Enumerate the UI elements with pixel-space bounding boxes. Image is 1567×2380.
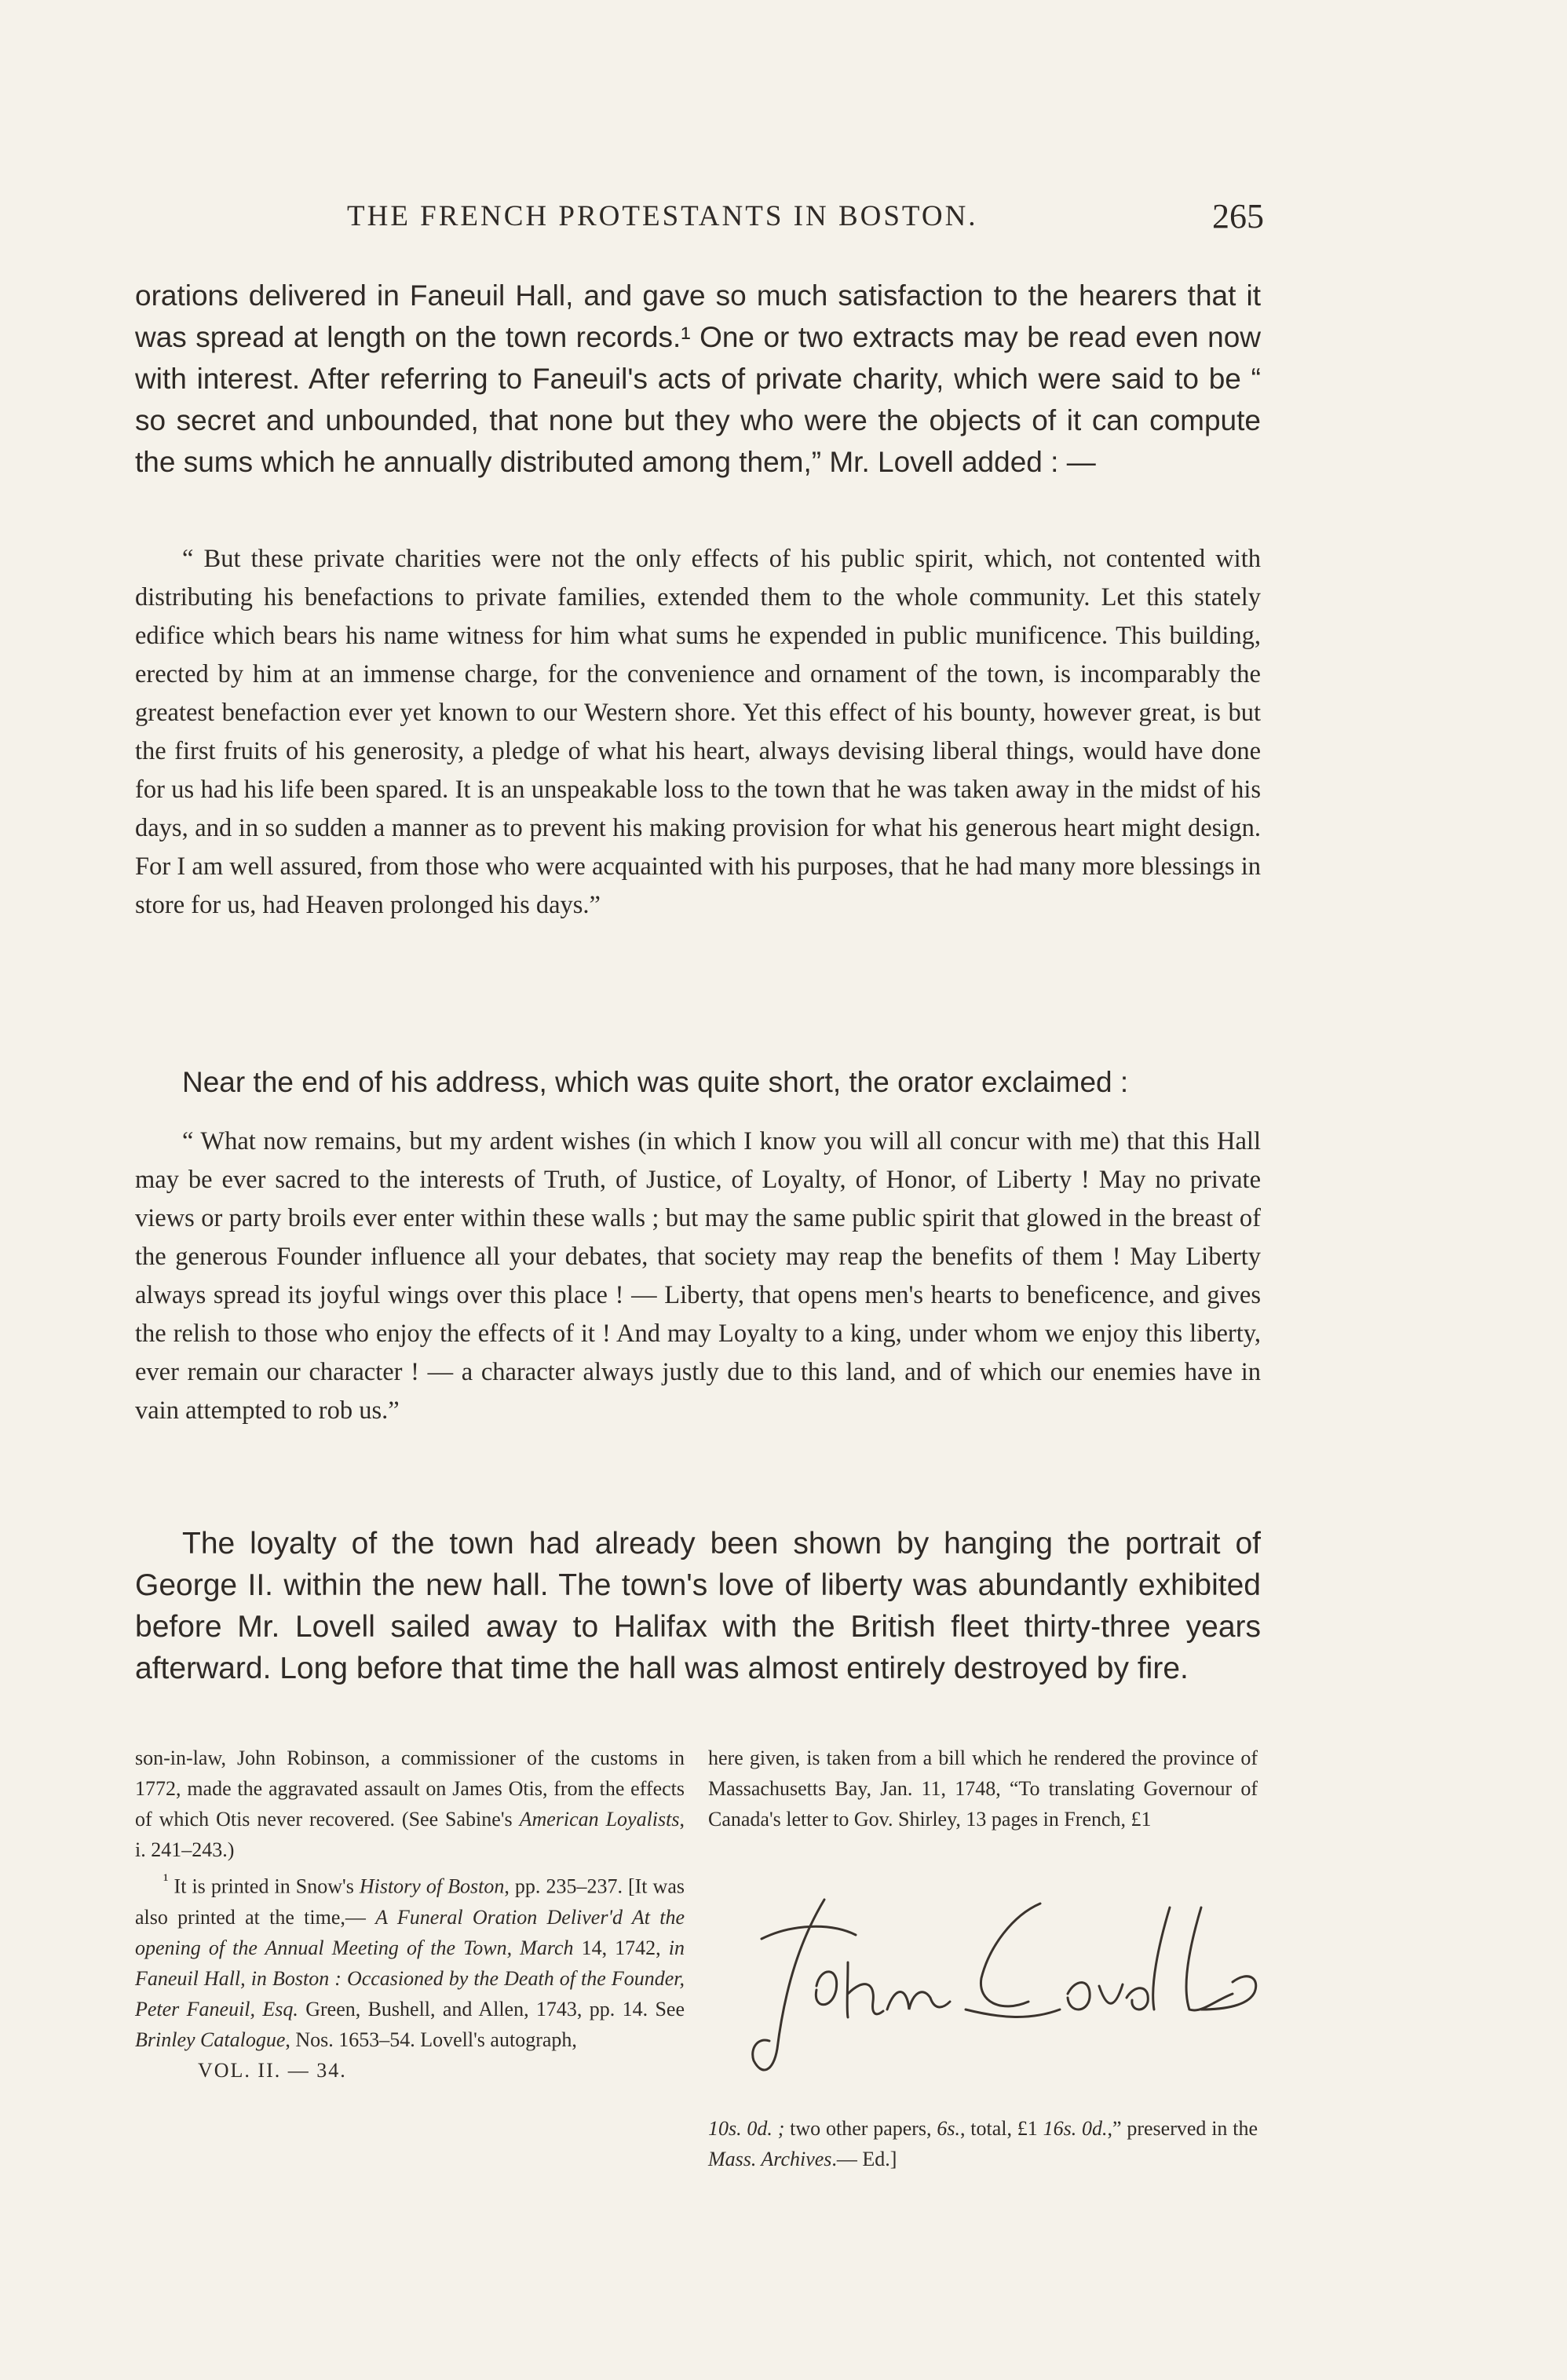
footnote-1: $^{^1}$ It is printed in Snow's History of Boston, pp. 235–237. [It was also printed at the time,— A Funeral Oration Deliver'd At the opening of the Annual Meeting of the Town, March 14, 1742, in Faneuil Hall, in Boston : Occasioned by the Death of the Founder, Peter Faneuil, Esq. Green, Bushell, and Allen, 1743, pp. 14. See Brinley Catalogue, Nos. 1653–54. Lovell's autograph, xyxy=(135,1871,685,2051)
quote-exclamation: “ What now remains, but my ardent wishes (in which I know you will all concur with me) that this Hall may be ever sacred to the interests of Truth, of Justice, of Loyalty, of Honor, of Liberty ! May no private views or party broils ever enter within these walls ; but may the same public spirit that glowed in the breast of the generous Founder influence all your debates, that society may reap the benefits of them ! May Liberty always spread its joyful wings over this place ! — Liberty, that opens men's hearts to beneficence, and gives the relish to those who enjoy the effects of it ! And may Loyalty to a king, under whom we enjoy this liberty, ever remain our character ! — a character always justly due to this land, and of which our enemies have in vain attempted to rob us.” xyxy=(135,1127,1261,1425)
quote-eulogy: “ But these private charities were not the only effects of his public spirit, which, not contented with distributing his benefactions to private families, extended them to the whole community. Let this stately edifice which bears his name witness for him what sums he expended in public munificence. This building, erected by him at an immense charge, for the convenience and ornament of the town, is incomparably the greatest benefaction ever yet known to our Western shore. Yet this effect of his bounty, however great, is but the first fruits of his generosity, a pledge of what his heart, always devising liberal things, would have done for us had his life been spared. It is an unspeakable loss to the town that he was taken away in the midst of his days, and in so sudden a manner as to prevent his making provision for what his generous heart might design. For I am well assured, from those who were acquainted with his purposes, that he had many more blessings in store for us, had Heaven prolonged his days.” xyxy=(135,545,1261,919)
closing-block xyxy=(135,1523,1261,1689)
page-number: 265 xyxy=(1212,197,1264,235)
footnote-continuation-right: here given, is taken from a bill which he rendered the province of Massachusetts Bay, Jan. 11, 1748, “To translating Governour of Canada's letter to Gov. Shirley, 13 pages in French, £1 xyxy=(708,1747,1258,1831)
footnote-tail-right xyxy=(708,2113,1258,2174)
footnotes-left-column xyxy=(135,1743,685,2086)
footnotes-right-column xyxy=(708,1743,1258,1834)
paragraph-transition: Near the end of his address, which was quite short, the orator exclaimed : xyxy=(182,1066,1129,1098)
autograph-icon xyxy=(730,1892,1272,2088)
paragraph-closing: The loyalty of the town had already been shown by hanging the portrait of George II. within the new hall. The town's love of liberty was abundantly exhibited before Mr. Lovell sailed away to Halifax with the British fleet thirty-three years afterward. Long before that time the hall was almost entirely destroyed by fire. xyxy=(135,1527,1261,1685)
quotation-block-1 xyxy=(135,540,1261,925)
quotation-block-2 xyxy=(135,1122,1261,1430)
page-header xyxy=(165,196,1264,243)
footnote-continuation: son-in-law, John Robinson, a commissioner of the customs in 1772, made the aggravated assault on James Otis, from the effects of which Otis never recovered. (See Sabine's American Loyalists, i. 241–243.) xyxy=(135,1747,685,1861)
main-text xyxy=(135,275,1261,483)
paragraph-intro: orations delivered in Faneuil Hall, and gave so much satisfaction to the hearers that it was spread at length on the town records.¹ One or two extracts may be read even now with interest. After referring to Faneuil's acts of private charity, which were said to be “ so secret and unbounded, that none but they who were the objects of it can compute the sums which he annually distributed among them,” Mr. Lovell added : — xyxy=(135,279,1261,478)
signature-autograph xyxy=(730,1892,1272,2088)
footnote-tail-text: 10s. 0d. ; two other papers, 6s., total, £1 16s. 0d.,” preserved in the Mass. Archives.— Ed.] xyxy=(708,2117,1258,2170)
running-head: THE FRENCH PROTESTANTS IN BOSTON. xyxy=(347,200,978,232)
volume-signature-mark: VOL. II. — 34. xyxy=(198,2058,347,2082)
transition-block xyxy=(135,1061,1261,1103)
